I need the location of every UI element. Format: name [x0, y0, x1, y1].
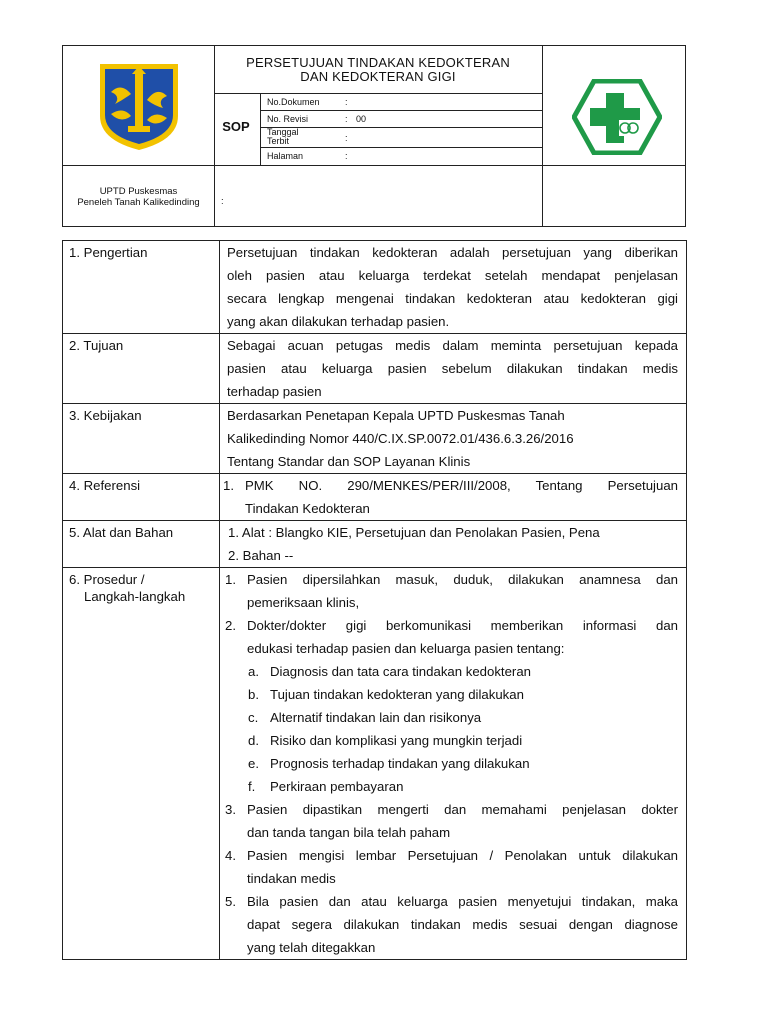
procedure-step	[225, 614, 678, 660]
city-crest-logo	[97, 60, 181, 152]
content-line: Tujuan tindakan kedokteran yang dilakukan	[270, 687, 524, 702]
procedure-step	[225, 568, 678, 614]
item-number: 5.	[225, 894, 236, 909]
content-line: Tentang Standar dan SOP Layanan Klinis	[227, 454, 471, 469]
item-number: 1.	[223, 478, 234, 493]
section-content	[220, 521, 687, 568]
content-line: Pasien dipastikan mengerti dan memahami penjelasan dokter	[247, 802, 678, 817]
section-label: 5. Alat dan Bahan	[63, 521, 220, 568]
header-divider	[63, 165, 686, 166]
item-number: b.	[248, 687, 259, 702]
procedure-subitem	[225, 775, 678, 798]
content-line: Diagnosis dan tata cara tindakan kedokteran	[270, 664, 531, 679]
content-line: Dokter/dokter gigi berkomunikasi memberikan informasi dan	[247, 618, 678, 633]
procedure-step	[225, 798, 678, 844]
section-label: 2. Tujuan	[63, 334, 220, 404]
header-divider	[542, 46, 543, 227]
item-number: a.	[248, 664, 259, 679]
section-content	[220, 474, 687, 521]
section-label-line: 6. Prosedur /	[69, 572, 145, 587]
item-number: c.	[248, 710, 259, 725]
content-line: Alternatif tindakan lain dan risikonya	[270, 710, 482, 725]
content-line: PMK NO. 290/MENKES/PER/III/2008, Tentang Persetujuan	[245, 478, 678, 493]
field-separator: :	[345, 114, 348, 124]
content-line: Persetujuan tindakan kedokteran adalah persetujuan yang diberikan	[227, 245, 678, 260]
field-label	[267, 128, 299, 146]
organization-name	[63, 186, 214, 208]
section-label: 1. Pengertian	[63, 241, 220, 334]
field-label: Halaman	[267, 151, 304, 161]
section-label: 4. Referensi	[63, 474, 220, 521]
procedure-step	[225, 844, 678, 890]
organization-line: Peneleh Tanah Kalikedinding	[77, 197, 200, 208]
section-row	[63, 334, 687, 404]
section-row	[63, 404, 687, 474]
section-label-line: Langkah-langkah	[84, 589, 186, 604]
title-line: PERSETUJUAN TINDAKAN KEDOKTERAN	[246, 55, 510, 70]
organization-line: UPTD Puskesmas	[99, 186, 178, 197]
content-line: Pasien mengisi lembar Persetujuan / Penolakan untuk dilakukan	[247, 848, 678, 863]
document-title	[214, 56, 542, 84]
content-line: yang akan dilakukan terhadap pasien.	[227, 314, 450, 329]
procedure-subitem	[225, 752, 678, 775]
content-line: Sebagai acuan petugas medis dalam meminta persetujuan kepada	[227, 338, 678, 353]
header-divider	[260, 93, 261, 165]
item-number: 4.	[225, 848, 236, 863]
title-line: DAN KEDOKTERAN GIGI	[300, 69, 456, 84]
field-label: No.Dokumen	[267, 97, 320, 107]
field-separator: :	[345, 133, 348, 143]
section-content	[220, 334, 687, 404]
document-header	[62, 45, 686, 227]
item-number: 3.	[225, 802, 236, 817]
content-line: pemeriksaan klinis,	[247, 595, 360, 610]
reference-item	[223, 474, 678, 520]
header-divider	[260, 127, 542, 128]
procedure-step	[225, 890, 678, 959]
content-line: Pasien dipersilahkan masuk, duduk, dilakukan anamnesa dan	[247, 572, 678, 587]
content-line: dan tanda tangan bila telah paham	[247, 825, 451, 840]
procedure-subitem	[225, 706, 678, 729]
content-line: Bila pasien dan atau keluarga pasien menyetujui tindakan, maka	[247, 894, 678, 909]
content-line: terhadap pasien	[227, 384, 322, 399]
revision-value: 00	[356, 114, 367, 124]
content-line: pasien atau keluarga pasien sebelum dilakukan tindakan medis	[227, 361, 678, 376]
header-divider	[260, 147, 542, 148]
procedure-subitem	[225, 729, 678, 752]
section-label	[63, 568, 220, 960]
content-line: secara lengkap mengenai tindakan kedokteran atau kedokteran gigi	[227, 291, 678, 306]
content-line: Tindakan Kedokteran	[245, 501, 370, 516]
sop-content-table	[62, 240, 687, 960]
content-line: Berdasarkan Penetapan Kepala UPTD Puskesmas Tanah	[227, 408, 565, 423]
content-line: Perkiraan pembayaran	[270, 779, 404, 794]
section-content	[220, 241, 687, 334]
item-number: d.	[248, 733, 259, 748]
field-separator: :	[345, 97, 348, 107]
section-label: 3. Kebijakan	[63, 404, 220, 474]
content-line: tindakan medis	[247, 871, 336, 886]
content-line: oleh pasien atau keluarga terdekat setelah mendapat penjelasan	[227, 268, 678, 283]
item-number: e.	[248, 756, 259, 771]
puskesmas-logo	[572, 79, 662, 155]
header-divider	[260, 110, 542, 111]
item-number: f.	[248, 779, 256, 794]
section-row	[63, 474, 687, 521]
section-content	[220, 568, 687, 960]
section-content	[220, 404, 687, 474]
field-label: No. Revisi	[267, 114, 309, 124]
content-line: Kalikedinding Nomor 440/C.IX.SP.0072.01/436.6.3.26/2016	[227, 431, 574, 446]
signature-colon: :	[221, 196, 224, 207]
item-number: 1.	[225, 572, 236, 587]
procedure-subitem	[225, 683, 678, 706]
content-line: dapat segera dilakukan tindakan medis sesuai dengan diagnose	[247, 917, 678, 932]
section-row	[63, 521, 687, 568]
header-divider	[214, 93, 542, 94]
content-line: Prognosis terhadap tindakan yang dilakukan	[270, 756, 530, 771]
content-line: Risiko dan komplikasi yang mungkin terjadi	[270, 733, 523, 748]
field-label-line: Tanggal	[267, 127, 299, 137]
field-separator: :	[345, 151, 348, 161]
content-line: edukasi terhadap pasien dan keluarga pasien tentang:	[247, 641, 565, 656]
content-line: 1. Alat : Blangko KIE, Persetujuan dan Penolakan Pasien, Pena	[228, 525, 600, 540]
sop-label: SOP	[222, 119, 250, 134]
content-line: 2. Bahan --	[228, 548, 294, 563]
item-number: 2.	[225, 618, 236, 633]
content-line: yang telah ditegakkan	[247, 940, 376, 955]
section-row	[63, 241, 687, 334]
section-row	[63, 568, 687, 960]
field-label-line: Terbit	[267, 136, 290, 146]
procedure-subitem	[225, 660, 678, 683]
